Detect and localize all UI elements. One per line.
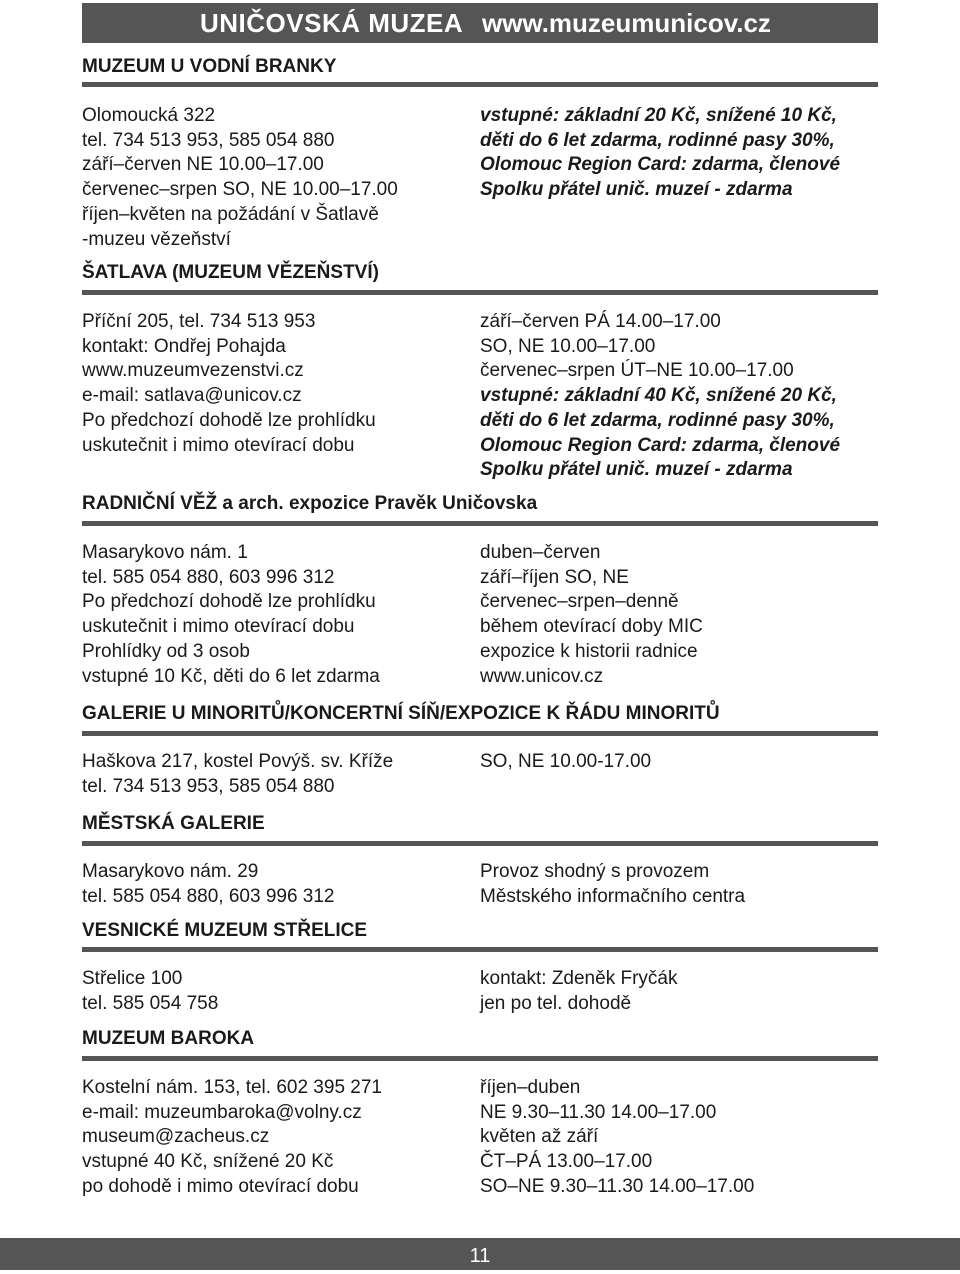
section-divider — [82, 82, 878, 87]
galerie-minoritu-info — [82, 750, 472, 799]
footer-band — [0, 1238, 960, 1270]
info-line: říjen–květen na požádání v Šatlavě — [82, 203, 379, 225]
info-line: Olomoucká 322 — [82, 105, 216, 126]
hours-line: Provoz shodný s provozem — [480, 861, 710, 882]
admission-line: vstupné: základní 40 Kč, snížené 20 Kč, — [480, 385, 837, 407]
info-line: tel. 734 513 953, 585 054 880 — [82, 129, 335, 151]
section-title-main: RADNIČNÍ VĚŽ — [82, 493, 218, 514]
hours-line: září–červen PÁ 14.00–17.00 — [480, 311, 721, 332]
section-divider — [82, 947, 878, 952]
hours-line: během otevírací doby MIC — [480, 616, 703, 638]
section-title-galerie-minoritu: GALERIE U MINORITŮ/KONCERTNÍ SÍŇ/EXPOZICE K ŘÁDU MINORITŮ — [82, 703, 720, 724]
admission-line: Olomouc Region Card: zdarma, členové — [480, 434, 841, 456]
info-line: uskutečnit i mimo otevírací dobu — [82, 434, 355, 456]
admission-line: Spolku přátel unič. muzeí - zdarma — [480, 179, 793, 201]
hours-line: červenec–srpen ÚT–NE 10.00–17.00 — [480, 360, 794, 382]
info-line: Masarykovo nám. 1 — [82, 542, 248, 563]
hours-line: červenec–srpen–denně — [480, 591, 679, 613]
section-title-mestska-galerie: MĚSTSKÁ GALERIE — [82, 813, 265, 834]
hours-line: Městského informačního centra — [480, 885, 746, 907]
section-divider — [82, 841, 878, 846]
header-title: UNIČOVSKÁ MUZEA — [200, 8, 464, 38]
info-line: Po předchozí dohodě lze prohlídku — [82, 591, 376, 613]
baroka-info — [82, 1076, 472, 1200]
info-line: museum@zacheus.cz — [82, 1126, 270, 1148]
hours-line: duben–červen — [480, 542, 601, 563]
section-title-strelice: VESNICKÉ MUZEUM STŘELICE — [82, 920, 368, 941]
hours-line: SO, NE 10.00–17.00 — [480, 335, 656, 357]
info-line: Prohlídky od 3 osob — [82, 640, 250, 662]
info-line: uskutečnit i mimo otevírací dobu — [82, 616, 355, 638]
info-line: Střelice 100 — [82, 968, 183, 989]
mestska-galerie-hours — [480, 860, 890, 909]
section-title-radnicni-vez — [82, 493, 537, 515]
strelice-info — [82, 967, 472, 1016]
info-line: vstupné 10 Kč, děti do 6 let zdarma — [82, 665, 380, 687]
info-line: tel. 585 054 758 — [82, 992, 219, 1014]
vodni-branky-info — [82, 104, 472, 252]
contact-line: jen po tel. dohodě — [480, 992, 632, 1014]
radnicni-hours — [480, 541, 890, 689]
info-line: tel. 585 054 880, 603 996 312 — [82, 566, 335, 588]
section-title-sub: a arch. expozice Pravěk Uničovska — [217, 493, 538, 514]
strelice-contact — [480, 967, 890, 1016]
info-line: kontakt: Ondřej Pohajda — [82, 335, 286, 357]
admission-line: Spolku přátel unič. muzeí - zdarma — [480, 459, 793, 481]
info-line: -muzeu vězeňství — [82, 228, 231, 250]
admission-line: vstupné: základní 20 Kč, snížené 10 Kč, — [480, 105, 837, 126]
hours-line: SO, NE 10.00-17.00 — [480, 751, 652, 772]
info-line: vstupné 40 Kč, snížené 20 Kč — [82, 1151, 334, 1173]
section-divider — [82, 290, 878, 295]
info-line: www.muzeumvezenstvi.cz — [82, 360, 304, 382]
mestska-galerie-info — [82, 860, 472, 909]
info-line: září–červen NE 10.00–17.00 — [82, 154, 324, 176]
galerie-minoritu-hours — [480, 750, 890, 775]
section-divider — [82, 1056, 878, 1061]
info-line: tel. 585 054 880, 603 996 312 — [82, 885, 335, 907]
info-line: Masarykovo nám. 29 — [82, 861, 259, 882]
section-title-vodni-branky: MUZEUM U VODNÍ BRANKY — [82, 56, 337, 77]
section-title-satlava: ŠATLAVA (MUZEUM VĚZEŇSTVÍ) — [82, 262, 379, 283]
hours-line: květen až září — [480, 1126, 599, 1148]
satlava-info — [82, 310, 472, 458]
hours-line: říjen–duben — [480, 1077, 581, 1098]
info-line: e-mail: muzeumbaroka@volny.cz — [82, 1101, 362, 1123]
page-number: 11 — [469, 1245, 491, 1267]
vodni-branky-admission — [480, 104, 890, 203]
info-line: červenec–srpen SO, NE 10.00–17.00 — [82, 179, 398, 201]
satlava-hours — [480, 310, 890, 483]
admission-line: děti do 6 let zdarma, rodinné pasy 30%, — [480, 409, 835, 431]
header-band — [82, 3, 878, 43]
admission-line: Olomouc Region Card: zdarma, členové — [480, 154, 841, 176]
hours-line: SO–NE 9.30–11.30 14.00–17.00 — [480, 1175, 755, 1197]
contact-line: kontakt: Zdeněk Fryčák — [480, 968, 678, 989]
hours-line: ČT–PÁ 13.00–17.00 — [480, 1151, 653, 1173]
hours-line: NE 9.30–11.30 14.00–17.00 — [480, 1101, 717, 1123]
section-divider — [82, 521, 878, 526]
info-line: tel. 734 513 953, 585 054 880 — [82, 775, 335, 797]
info-line: Haškova 217, kostel Povýš. sv. Kříže — [82, 751, 394, 772]
info-line: e-mail: satlava@unicov.cz — [82, 385, 302, 407]
info-line: Příční 205, tel. 734 513 953 — [82, 311, 316, 332]
info-line: Kostelní nám. 153, tel. 602 395 271 — [82, 1077, 382, 1098]
hours-line: září–říjen SO, NE — [480, 566, 629, 588]
section-divider — [82, 731, 878, 736]
baroka-hours — [480, 1076, 890, 1200]
hours-line: expozice k historii radnice — [480, 640, 698, 662]
section-title-baroka: MUZEUM BAROKA — [82, 1028, 255, 1049]
admission-line: děti do 6 let zdarma, rodinné pasy 30%, — [480, 129, 835, 151]
hours-line: www.unicov.cz — [480, 665, 604, 687]
radnicni-info — [82, 541, 472, 689]
header-url: www.muzeumunicov.cz — [482, 8, 771, 38]
info-line: po dohodě i mimo otevírací dobu — [82, 1175, 359, 1197]
info-line: Po předchozí dohodě lze prohlídku — [82, 409, 376, 431]
